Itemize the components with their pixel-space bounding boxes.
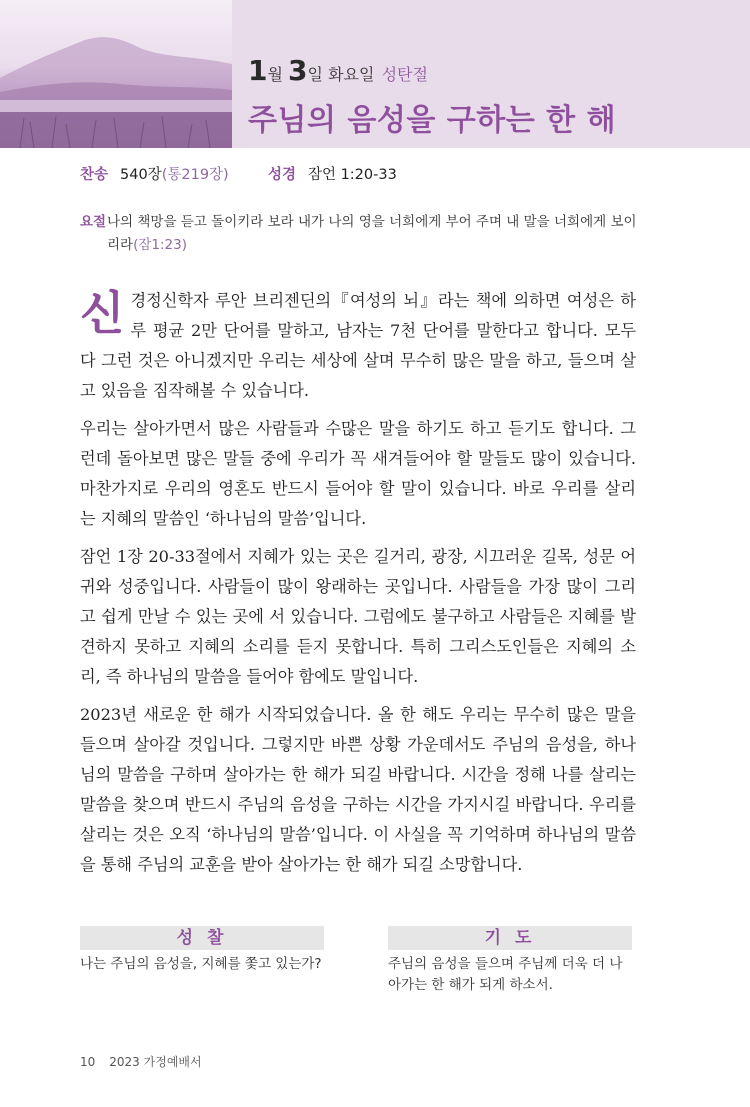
page-title: 주님의 음성을 구하는 한 해	[248, 103, 617, 138]
prayer-text: 주님의 음성을 들으며 주님께 더욱 더 나아가는 한 해가 되게 하소서.	[388, 956, 623, 993]
month-number: 1	[248, 54, 268, 87]
devotional-body	[80, 286, 636, 888]
reflection-box	[80, 926, 324, 975]
key-verse	[80, 211, 640, 257]
prayer-title: 기 도	[388, 926, 632, 950]
reflection-text: 나는 주님의 음성을, 지혜를 쫓고 있는가?	[80, 956, 322, 972]
reflection-title: 성 찰	[80, 926, 324, 950]
header-banner	[0, 0, 750, 148]
paragraph-3: 잠언 1장 20-33절에서 지혜가 있는 곳은 길거리, 광장, 시끄러운 길목, 성문 어귀와 성중입니다. 사람들이 많이 왕래하는 곳입니다. 사람들을 가장 많이 그리고 쉽게 만날 수 있는 곳에 서 있습니다. 그럼에도 불구하고 사람들은 지혜를 발견하지 못하고 지혜의 소리를 듣지 못합니다. 특히 그리스도인들은 지혜의 소리, 즉 하나님의 말씀을 들어야 함에도 말입니다.	[80, 547, 636, 686]
day-label: 일	[307, 65, 323, 84]
key-verse-label: 요절	[80, 214, 107, 230]
hymn-scripture-line	[80, 163, 397, 184]
paragraph-1-text: 경정신학자 루안 브리젠딘의『여성의 뇌』라는 책에 의하면 여성은 하루 평균 2만 단어를 말하고, 남자는 7천 단어를 말한다고 합니다. 모두 다 그런 것은 아니겠지만 우리는 세상에 살며 무수히 많은 말을 하고, 들으며 살고 있음을 짐작해볼 수 있습니다.	[80, 291, 636, 400]
key-verse-text: 나의 책망을 듣고 돌이키라 보라 내가 나의 영을 너희에게 부어 주며 내 말을 너희에게 보이리라	[107, 214, 637, 253]
publication-name: 2023 가정예배서	[109, 1055, 202, 1069]
scripture-label: 성경	[267, 167, 296, 183]
key-verse-ref: (잠1:23)	[133, 237, 187, 253]
landscape-image	[0, 0, 232, 148]
page-number: 10	[80, 1055, 96, 1069]
mountain-lake-illustration	[0, 0, 232, 148]
drop-cap: 신	[80, 286, 125, 340]
paragraph-2: 우리는 살아가면서 많은 사람들과 수많은 말을 하기도 하고 듣기도 합니다. 그런데 돌아보면 많은 말들 중에 우리가 꼭 새겨들어야 할 말들도 많이 있습니다. 마찬가지로 우리의 영혼도 반드시 들어야 할 말이 있습니다. 바로 우리를 살리는 지혜의 말씀인 ‘하나님의 말씀’입니다.	[80, 419, 636, 528]
paragraph-4: 2023년 새로운 한 해가 시작되었습니다. 올 한 해도 우리는 무수히 많은 말을 들으며 살아갈 것입니다. 그렇지만 바쁜 상황 가운데서도 주님의 음성을, 하나님의 말씀을 구하며 살아가는 한 해가 되길 바랍니다. 시간을 정해 나를 살리는 말씀을 찾으며 반드시 주님의 음성을 구하는 시간을 가지시길 바랍니다. 우리를 살리는 것은 오직 ‘하나님의 말씀’입니다. 이 사실을 꼭 기억하며 하나님의 말씀을 통해 주님의 교훈을 받아 살아가는 한 해가 되길 소망합니다.	[80, 705, 636, 874]
hymn-value: 540장	[120, 167, 162, 183]
hymn-label: 찬송	[80, 167, 109, 183]
day-number: 3	[288, 54, 308, 87]
paragraph-1	[80, 286, 636, 406]
feast-name: 성탄절	[381, 65, 428, 84]
page-footer	[80, 1053, 202, 1070]
hymn-alt: (통219장)	[161, 167, 229, 183]
scripture-value: 잠언 1:20-33	[307, 167, 397, 183]
prayer-box	[388, 926, 632, 996]
month-label: 월	[267, 65, 283, 84]
weekday: 화요일	[328, 65, 375, 84]
date-line	[248, 54, 428, 87]
